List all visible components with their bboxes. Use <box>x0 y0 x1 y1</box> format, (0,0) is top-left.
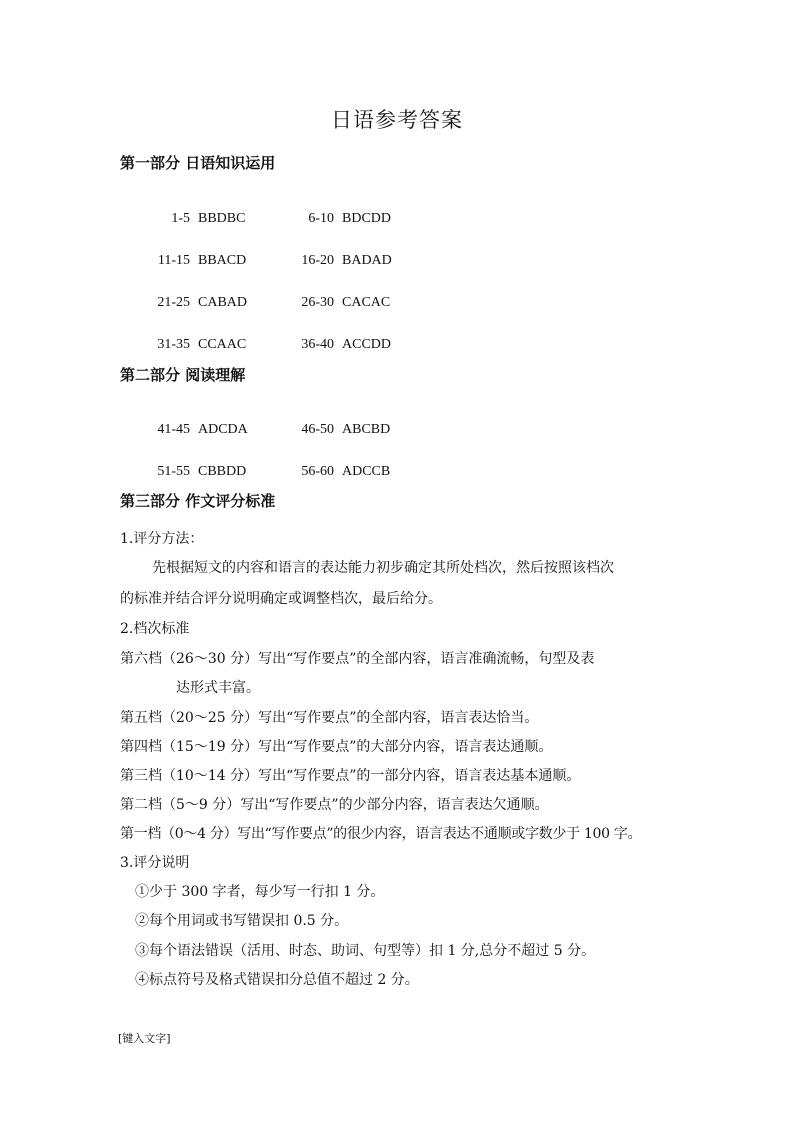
answer-row <box>120 321 246 369</box>
answer-row <box>120 406 248 454</box>
answer-code: BBACD <box>198 253 247 268</box>
footer-placeholder: [键入文字] <box>118 1032 171 1045</box>
answer-row <box>236 279 390 327</box>
answer-code: BDCDD <box>342 211 392 226</box>
answer-range: 11-15 <box>157 253 190 268</box>
method-title: 1.评分方法： <box>120 531 204 547</box>
answer-code: ADCDA <box>198 422 248 437</box>
answer-range: 36-40 <box>301 337 334 352</box>
method-text-line2: 的标准并结合评分说明确定或调整档次，最后给分。 <box>120 591 442 607</box>
section-heading-part1: 第一部分 日语知识运用 <box>120 154 276 172</box>
answer-row <box>120 279 247 327</box>
answer-range: 6-10 <box>308 211 334 226</box>
answer-code: BADAD <box>342 253 392 268</box>
note-item-2: ②每个用词或书写错误扣 0.5 分。 <box>135 913 349 929</box>
grade-five: 第五档（20～25 分）写出“写作要点”的全部内容，语言表达恰当。 <box>120 710 539 726</box>
answer-code: ADCCB <box>342 464 391 479</box>
answer-range: 26-30 <box>301 295 334 310</box>
answer-range: 56-60 <box>301 464 334 479</box>
answer-row <box>236 321 391 369</box>
grade-one: 第一档（0～4 分）写出“写作要点”的很少内容，语言表达不通顺或字数少于 100 字。 <box>120 826 642 842</box>
answer-row <box>120 237 246 285</box>
method-text-line1: 先根据短文的内容和语言的表达能力初步确定其所处档次，然后按照该档次 <box>152 560 614 576</box>
answer-code: CACAC <box>342 295 391 310</box>
answer-range: 31-35 <box>157 337 190 352</box>
section-heading-part2: 第二部分 阅读理解 <box>120 366 246 384</box>
notes-title: 3.评分说明 <box>120 855 190 871</box>
answer-code: CABAD <box>198 295 248 310</box>
answer-row <box>236 448 390 496</box>
answer-code: BBDBC <box>198 211 246 226</box>
grade-title: 2.档次标准 <box>120 621 190 637</box>
answer-range: 51-55 <box>157 464 190 479</box>
note-item-3: ③每个语法错误（活用、时态、助词、句型等）扣 1 分,总分不超过 5 分。 <box>135 943 596 959</box>
answer-code: CCAAC <box>198 337 247 352</box>
answer-range: 1-5 <box>171 211 190 226</box>
note-item-4: ④标点符号及格式错误扣分总值不超过 2 分。 <box>135 972 419 988</box>
answer-row <box>236 406 390 454</box>
answer-code: CBBDD <box>198 464 247 479</box>
grade-six-line1: 第六档（26～30 分）写出“写作要点”的全部内容，语言准确流畅，句型及表 <box>120 651 595 667</box>
answer-row <box>120 448 246 496</box>
answer-row <box>120 195 245 243</box>
answer-code: ACCDD <box>342 337 392 352</box>
grade-four: 第四档（15～19 分）写出“写作要点”的大部分内容，语言表达通顺。 <box>120 739 553 755</box>
answer-range: 21-25 <box>157 295 190 310</box>
note-item-1: ①少于 300 字者，每少写一行扣 1 分。 <box>135 884 385 900</box>
answer-row <box>236 237 392 285</box>
answer-range: 16-20 <box>301 253 334 268</box>
answer-range: 46-50 <box>301 422 334 437</box>
page-title: 日语参考答案 <box>331 108 463 132</box>
grade-two: 第二档（5～9 分）写出“写作要点”的少部分内容，语言表达欠通顺。 <box>120 797 549 813</box>
answer-row <box>236 195 391 243</box>
grade-three: 第三档（10～14 分）写出“写作要点”的一部分内容，语言表达基本通顺。 <box>120 768 581 784</box>
grade-six-line2: 达形式丰富。 <box>176 680 260 696</box>
section-heading-part3: 第三部分 作文评分标准 <box>120 492 276 510</box>
answer-code: ABCBD <box>342 422 391 437</box>
answer-range: 41-45 <box>157 422 190 437</box>
